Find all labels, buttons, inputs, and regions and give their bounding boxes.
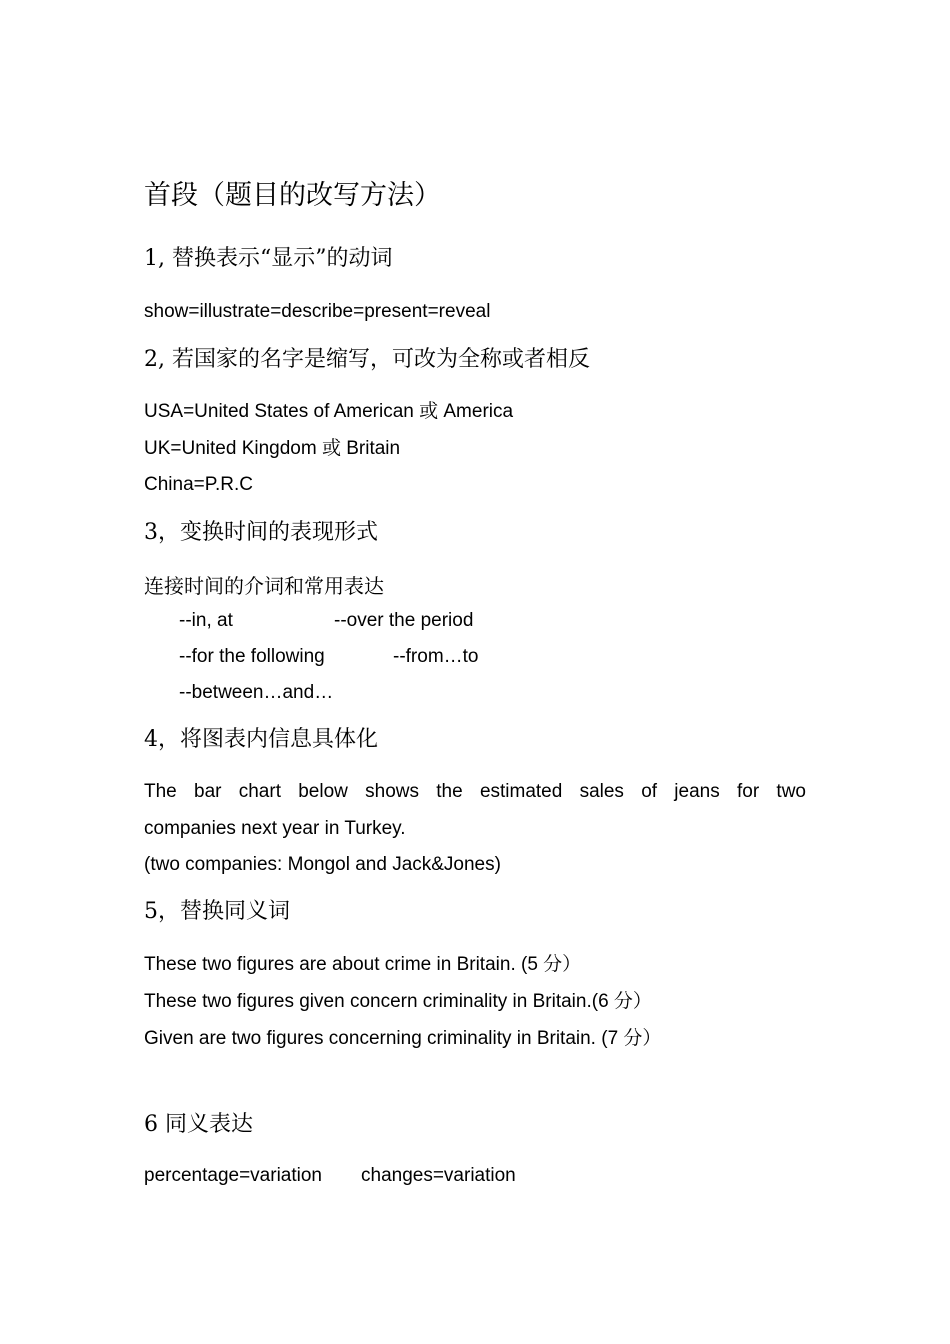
section-4-note: (two companies: Mongol and Jack&Jones) <box>144 854 501 875</box>
section-2-line: USA=United States of American 或 America <box>144 401 514 422</box>
page-title: 首段（题目的改写方法） <box>144 180 441 211</box>
section-1-heading: 1, 替换表示“显示”的动词 <box>144 246 393 271</box>
section-2-line: UK=United Kingdom 或 Britain <box>144 438 401 459</box>
time-expression: --in, at <box>179 610 233 631</box>
synonym-pair: changes=variation <box>361 1165 516 1186</box>
section-5-line: These two figures are about crime in Britain. (5 分） <box>144 954 582 975</box>
section-2-line: China=P.R.C <box>144 474 253 495</box>
time-expression: --for the following <box>179 646 325 667</box>
section-2-heading: 2, 若国家的名字是缩写，可改为全称或者相反 <box>144 347 590 372</box>
time-expression: --from…to <box>393 646 479 667</box>
section-5-heading: 5，替换同义词 <box>144 899 290 924</box>
section-6-heading: 6 同义表达 <box>144 1112 253 1137</box>
section-3-heading: 3，变换时间的表现形式 <box>144 520 378 545</box>
section-3-intro: 连接时间的介词和常用表达 <box>144 574 384 598</box>
section-4-paragraph-line: The bar chart below shows the estimated sales of jeans for two <box>144 781 806 802</box>
time-expression: --between…and… <box>179 682 334 703</box>
time-expression: --over the period <box>334 610 474 631</box>
section-1-line: show=illustrate=describe=present=reveal <box>144 301 491 322</box>
section-5-line: Given are two figures concerning criminality in Britain. (7 分） <box>144 1028 662 1049</box>
section-4-heading: 4，将图表内信息具体化 <box>144 727 378 752</box>
section-5-line: These two figures given concern criminality in Britain.(6 分） <box>144 991 652 1012</box>
section-4-paragraph-line: companies next year in Turkey. <box>144 818 406 839</box>
synonym-pair: percentage=variation <box>144 1165 322 1186</box>
